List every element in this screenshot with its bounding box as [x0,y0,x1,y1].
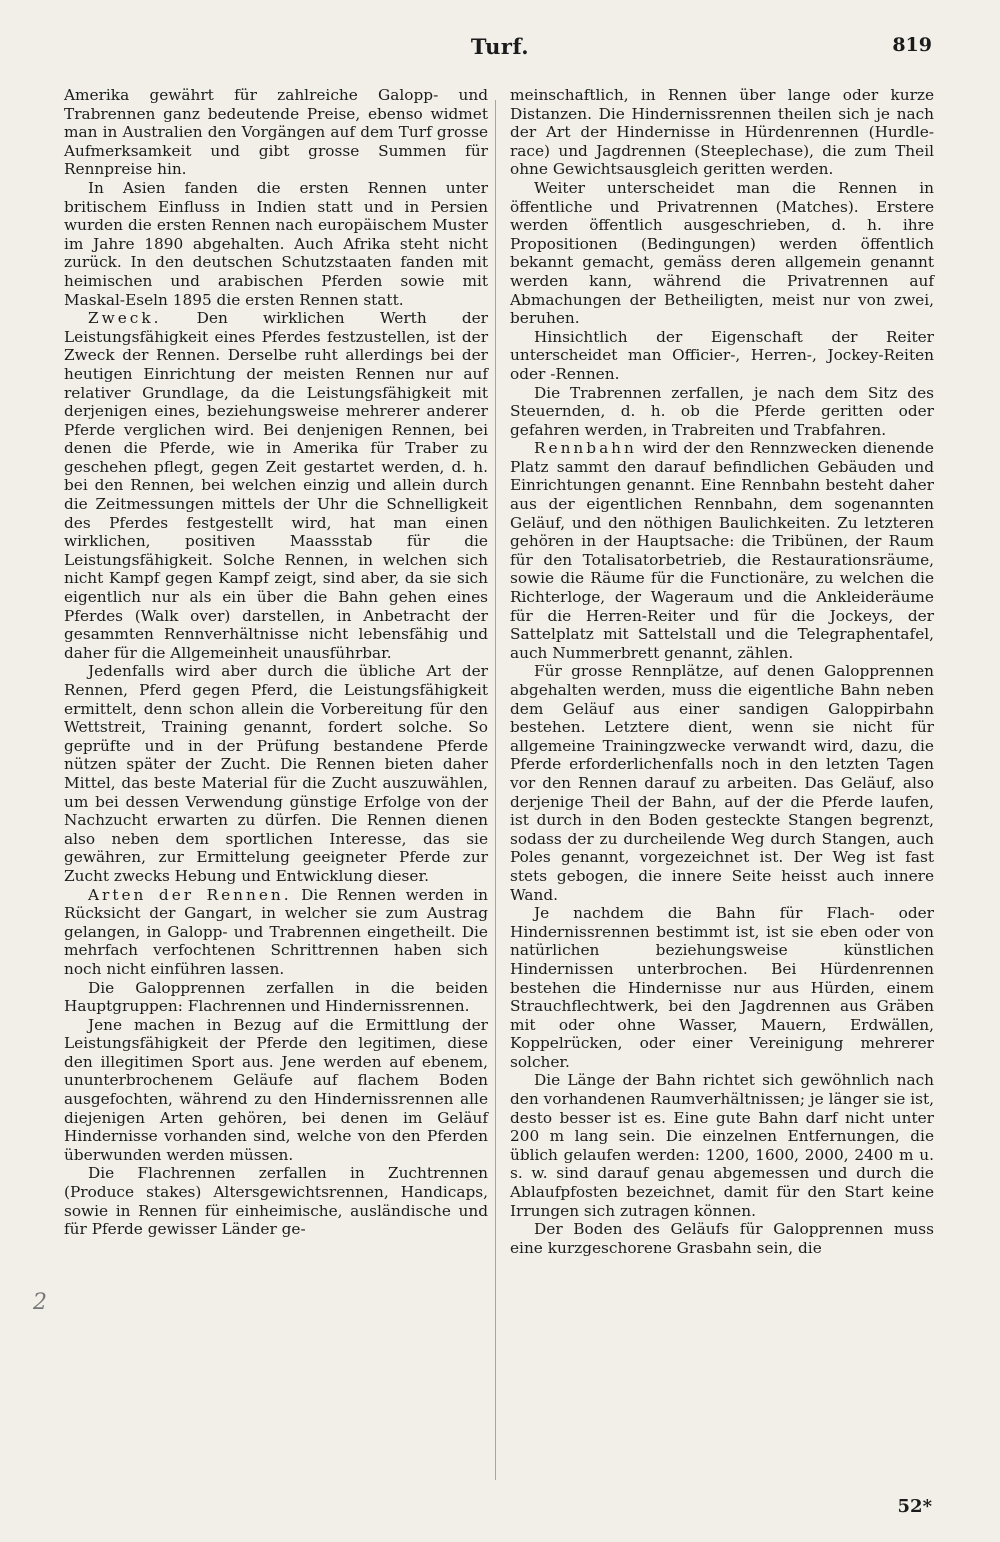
paragraph: Die Galopprennen zerfallen in die beiden Hauptgruppen: Flachrennen und Hindernissrennen. [64,978,488,1016]
paragraph: Jedenfalls wird aber durch die übliche Art der Rennen, Pferd gegen Pferd, die Leistungsfähigkeit ermittelt, denn schon allein die Vorbereitung für den Wettstreit, Training genannt, fordert solche. So geprüfte und in der Prüfung bestandene Pferde nützen später der Zucht. Die Rennen bieten daher Mittel, das beste Material für die Zucht auszuwählen, um bei dessen Verwendung günstige Erfolge von der Nachzucht erwarten zu dürfen. Die Rennen dienen also neben dem sportlichen Interesse, das sie gewähren, zur Ermittelung geeigneter Pferde zur Zucht zwecks Hebung und Entwicklung dieser. [64,662,488,885]
right-column [510,86,934,1257]
paragraph: Weiter unterscheidet man die Rennen in öffentliche und Privatrennen (Matches). Erstere werden öffentlich ausgeschrieben, d. h. ihre Propositionen (Bedingungen) werden öffentlich bekannt gemacht, gemäss deren allgemein genannt werden kann, während die Privatrennen auf Abmachungen der Betheiligten, meist nur von zwei, beruhen. [510,178,934,328]
paragraph: Der Boden des Geläufs für Galopprennen muss eine kurzgeschorene Grasbahn sein, die [510,1220,934,1257]
paragraph-text: wird der den Rennzwecken dienende Platz sammt den darauf befindlichen Gebäuden und Einrichtungen genannt. Eine Rennbahn besteht daher aus der eigentlichen Rennbahn, dem sogenannten Geläuf, und den nöthigen Baulichkeiten. Zu letzteren gehören in der Hauptsache: die Tribünen, der Raum für den Totalisatorbetrieb, die Restaurationsräume, sowie die Räume für die Functionäre, zu welchen die Richterloge, der Wageraum und die Ankleideräume für die Herren-Reiter und für die Jockeys, der Sattelplatz mit Sattelstall und die Telegraphentafel, auch Nummerbrett genannt, zählen. [510,439,934,662]
paragraph: Die Trabrennen zerfallen, je nach dem Sitz des Steuernden, d. h. ob die Pferde geritten oder gefahren werden, in Trabreiten und Trabfahren. [510,383,934,439]
paragraph: Die Länge der Bahn richtet sich gewöhnlich nach den vorhandenen Raumverhältnissen; je länger sie ist, desto besser ist es. Eine gute Bahn darf nicht unter 200 m lang sein. Die einzelnen Entfernungen, die üblich gelaufen werden: 1200, 1600, 2000, 2400 m u. s. w. sind darauf genau abgemessen und durch die Ablaufpfosten bezeichnet, damit für den Start keine Irrungen sich zutragen können. [510,1071,934,1220]
paragraph [510,439,934,662]
section-heading: Arten der Rennen. [88,885,292,904]
paragraph [64,886,488,979]
signature-mark: 52* [897,1496,932,1517]
section-heading: Zweck. [88,309,162,328]
paragraph: Die Flachrennen zerfallen in Zuchtrennen (Produce stakes) Altersgewichtsrennen, Handicaps, sowie in Rennen für einheimische, ausländische und für Pferde gewisser Länder ge- [64,1164,488,1239]
section-heading: Rennbahn [534,439,637,458]
paragraph: Für grosse Rennplätze, auf denen Galopprennen abgehalten werden, muss die eigentliche Bahn neben dem Geläuf aus einer sandigen Galoppirbahn bestehen. Letztere dient, wenn sie nicht für allgemeine Trainingzwecke verwandt wird, dazu, die Pferde erforderlichenfalls noch in den letzten Tagen vor den Rennen darauf zu arbeiten. Das Geläuf, also derjenige Theil der Bahn, auf der die Pferde laufen, ist durch in den Boden gesteckte Stangen begrenzt, sodass der zu durcheilende Weg durch Stangen, auch Poles genannt, vorgezeichnet ist. Der Weg ist fast stets gebogen, die innere Seite heisst auch innere Wand. [510,662,934,904]
paragraph: Amerika gewährt für zahlreiche Galopp- und Trabrennen ganz bedeutende Preise, ebenso widmet man in Australien den Vorgängen auf dem Turf grosse Aufmerksamkeit und gibt grosse Summen für Rennpreise hin. [64,86,488,179]
handwritten-margin-mark: 2 [33,1290,47,1315]
paragraph: Jene machen in Bezug auf die Ermittlung der Leistungsfähigkeit der Pferde den legitimen, diese den illegitimen Sport aus. Jene werden auf ebenem, ununterbrochenem Geläufe auf flachem Boden ausgefochten, während zu den Hindernissrennen alle diejenigen Arten gehören, bei denen im Geläuf Hindernisse vorhanden sind, welche von den Pferden überwunden werden müssen. [64,1015,488,1164]
running-head-title: Turf. [470,34,530,59]
paragraph-text: Die Rennen werden in Rücksicht der Gangart, in welcher sie zum Austrag gelangen, in Galopp- und Trabrennen eingetheilt. Die mehrfach verfochtenen Schrittrennen haben sich noch nicht einführen lassen. [64,885,488,978]
page-number: 819 [892,34,932,56]
paragraph: meinschaftlich, in Rennen über lange oder kurze Distanzen. Die Hindernissrennen theilen sich je nach der Art der Hindernisse in Hürdenrennen (Hurdle-race) und Jagdrennen (Steeplechase), die zum Theil ohne Gewichtsausgleich geritten werden. [510,86,934,179]
paragraph: Je nachdem die Bahn für Flach- oder Hindernissrennen bestimmt ist, ist sie eben oder von natürlichen beziehungsweise künstlichen Hindernissen unterbrochen. Bei Hürdenrennen bestehen die Hindernisse nur aus Hürden, einem Strauchflechtwerk, bei den Jagdrennen aus Gräben mit oder ohne Wasser, Mauern, Erdwällen, Koppelrücken, oder einer Vereinigung mehrerer solcher. [510,904,934,1071]
paragraph: In Asien fanden die ersten Rennen unter britischem Einfluss in Indien statt und in Persien wurden die ersten Rennen nach europäischem Muster im Jahre 1890 abgehalten. Auch Afrika steht nicht zurück. In den deutschen Schutzstaaten fanden mit heimischen und arabischen Pferden sowie mit Maskal-Eseln 1895 die ersten Rennen statt. [64,178,488,309]
column-divider [495,100,496,1480]
paragraph-text: Den wirklichen Werth der Leistungsfähigkeit eines Pferdes festzustellen, ist der Zweck der Rennen. Derselbe ruht allerdings bei der heutigen Einrichtung der meisten Rennen nur auf relativer Grundlage, da die Leistungsfähigkeit mit derjenigen eines, beziehungsweise mehrerer anderer Pferde verglichen wird. Bei denjenigen Rennen, bei denen die Pferde, wie in Amerika für Traber zu geschehen pflegt, gegen Zeit gestartet werden, d. h. bei den Rennen, bei welchen einzig und allein durch die Zeitmessungen mittels der Uhr die Schnelligkeit des Pferdes festgestellt wird, hat man einen wirklichen, positiven Maassstab für die Leistungsfähigkeit. Solche Rennen, in welchen sich nicht Kampf gegen Kampf zeigt, sind aber, da sie sich eigentlich nur als ein über die Bahn gehen eines Pferdes (Walk over) darstellen, in Anbetracht der gesammten Rennverhältnisse nicht lebensfähig und daher für die Allgemeinheit unausführbar. [64,309,488,662]
paragraph: Hinsichtlich der Eigenschaft der Reiter unterscheidet man Officier-, Herren-, Jockey-Reiten oder -Rennen. [510,327,934,383]
left-column [64,86,488,1239]
paragraph [64,309,488,662]
